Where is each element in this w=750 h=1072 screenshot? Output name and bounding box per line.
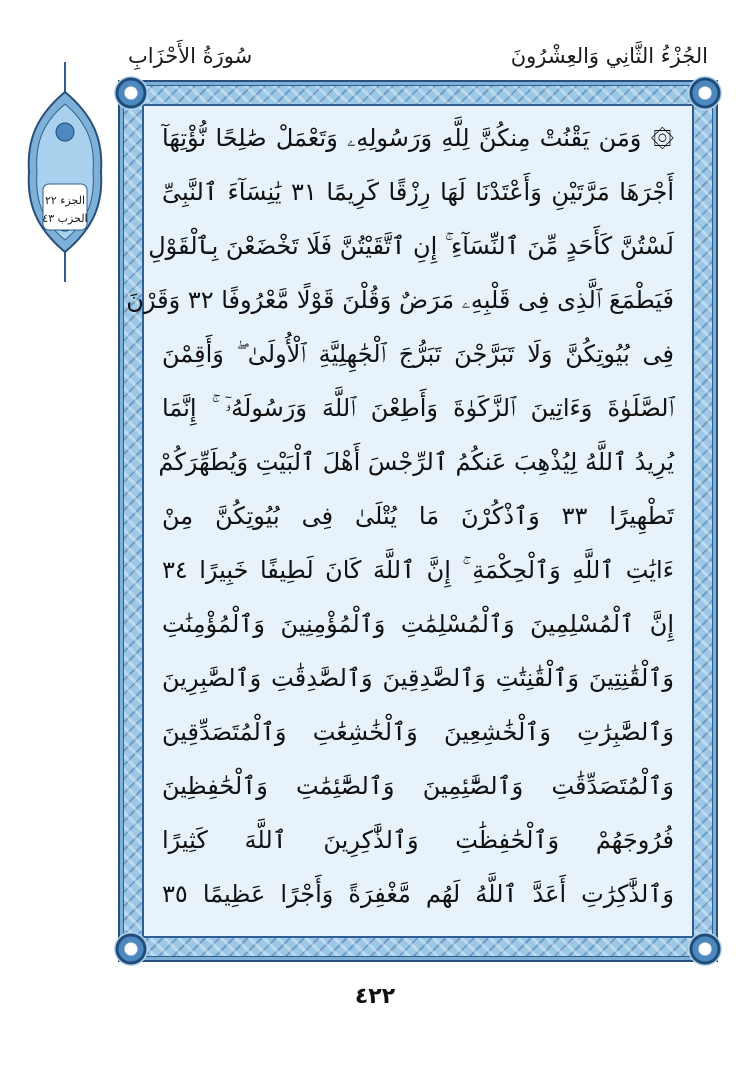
- verse-line: وَٱلْمُتَصَدِّقَٰتِ وَٱلصَّٰٓئِمِينَ وَٱلصَّٰٓئِمَٰتِ وَٱلْحَٰفِظِينَ: [162, 772, 674, 800]
- juz-header: الجُزْءُ الثَّانِي وَالعِشْرُونَ: [510, 44, 708, 68]
- verse-line: إِنَّ ٱلْمُسْلِمِينَ وَٱلْمُسْلِمَٰتِ وَٱلْمُؤْمِنِينَ وَٱلْمُؤْمِنَٰتِ: [162, 610, 674, 638]
- verse-line: فِى بُيُوتِكُنَّ وَلَا تَبَرَّجْنَ تَبَرُّجَ ٱلْجَٰهِلِيَّةِ ٱلْأُولَىٰ ۖ وَأَقِمْنَ: [162, 340, 674, 368]
- verse-line: ءَايَٰتِ ٱللَّهِ وَٱلْحِكْمَةِ ۚ إِنَّ ٱللَّهَ كَانَ لَطِيفًا خَبِيرًا ٣٤: [162, 556, 674, 584]
- page-number: ٤٢٢: [354, 984, 396, 1009]
- verse-line: ٱلصَّلَوٰةَ وَءَاتِينَ ٱلزَّكَوٰةَ وَأَطِعْنَ ٱللَّهَ وَرَسُولَهُۥٓ ۚ إِنَّمَا: [162, 394, 674, 422]
- corner-rosette-icon: [114, 76, 148, 110]
- medallion-ornament-icon: [25, 62, 105, 282]
- verse-text-area: [126, 104, 694, 938]
- verse-line: وَٱلصَّٰبِرَٰتِ وَٱلْخَٰشِعِينَ وَٱلْخَٰشِعَٰتِ وَٱلْمُتَصَدِّقِينَ: [162, 718, 674, 746]
- page-frame: [118, 80, 718, 962]
- juz-label: الجزء ٢٢: [44, 194, 86, 207]
- corner-rosette-icon: [688, 932, 722, 966]
- verse-line: ۞ وَمَن يَقْنُتْ مِنكُنَّ لِلَّهِ وَرَسُولِهِۦ وَتَعْمَلْ صَٰلِحًا نُّؤْتِهَآ: [162, 124, 674, 152]
- verse-line: لَسْتُنَّ كَأَحَدٍ مِّنَ ٱلنِّسَآءِ ۚ إِنِ ٱتَّقَيْتُنَّ فَلَا تَخْضَعْنَ بِٱلْقَوْلِ: [148, 232, 674, 260]
- surah-header: سُورَةُ الأَحْزَابِ: [128, 44, 253, 68]
- corner-rosette-icon: [688, 76, 722, 110]
- verse-line: فَيَطْمَعَ ٱلَّذِى فِى قَلْبِهِۦ مَرَضٌ وَقُلْنَ قَوْلًا مَّعْرُوفًا ٣٢ وَقَرْنَ: [126, 286, 674, 314]
- verse-line: فُرُوجَهُمْ وَٱلْحَٰفِظَٰتِ وَٱلذَّٰكِرِينَ ٱللَّهَ كَثِيرًا: [162, 826, 674, 854]
- verse-line: وَٱلذَّٰكِرَٰتِ أَعَدَّ ٱللَّهُ لَهُم مَّغْفِرَةً وَأَجْرًا عَظِيمًا ٣٥: [162, 880, 674, 908]
- corner-rosette-icon: [114, 932, 148, 966]
- verse-line: تَطْهِيرًا ٣٣ وَٱذْكُرْنَ مَا يُتْلَىٰ فِى بُيُوتِكُنَّ مِنْ: [162, 502, 674, 530]
- verse-line: وَٱلْقَٰنِتِينَ وَٱلْقَٰنِتَٰتِ وَٱلصَّٰدِقِينَ وَٱلصَّٰدِقَٰتِ وَٱلصَّٰبِرِينَ: [162, 664, 674, 692]
- hizb-label: الحزب ٤٣: [42, 212, 88, 225]
- verse-line: يُرِيدُ ٱللَّهُ لِيُذْهِبَ عَنكُمُ ٱلرِّجْسَ أَهْلَ ٱلْبَيْتِ وَيُطَهِّرَكُمْ: [158, 448, 674, 476]
- juz-hizb-medallion: [25, 62, 105, 282]
- verse-line: أَجْرَهَا مَرَّتَيْنِ وَأَعْتَدْنَا لَهَا رِزْقًا كَرِيمًا ٣١ يَٰنِسَآءَ ٱلنَّبِىِّ: [162, 178, 674, 206]
